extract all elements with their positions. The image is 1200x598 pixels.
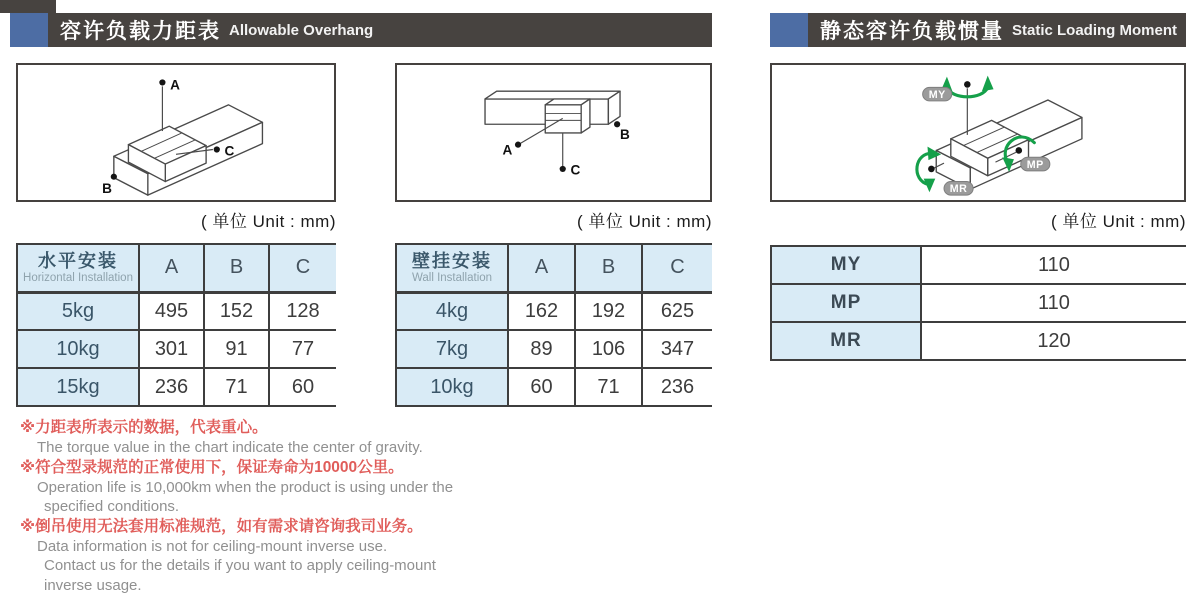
value-cell: 110: [921, 284, 1186, 322]
horizontal-installation-table: [16, 243, 336, 407]
point-b-label: B: [102, 181, 112, 197]
header-zh: 水平安装: [38, 250, 118, 271]
value-cell: 495: [139, 292, 204, 330]
header-en: Horizontal Installation: [23, 271, 133, 284]
note-en: The torque value in the chart indicate the center of gravity.: [37, 439, 423, 456]
diagram-horizontal-installation: [16, 63, 336, 202]
point-a-marker: [159, 79, 165, 85]
row-label: MR: [771, 322, 921, 360]
value-cell: 625: [642, 292, 712, 330]
value-cell: 347: [642, 330, 712, 368]
row-label: 15kg: [17, 368, 139, 406]
value-cell: 128: [269, 292, 336, 330]
point-b-marker: [111, 174, 117, 180]
point-c-label: C: [224, 143, 235, 159]
point-c-marker: [560, 166, 566, 172]
my-arrowhead: [982, 76, 994, 92]
col-header-b: B: [575, 244, 642, 292]
footnotes: [20, 418, 560, 595]
header-title-en: Static Loading Moment: [1012, 21, 1177, 39]
table-row: [17, 292, 336, 330]
table-row: [396, 368, 712, 406]
mr-arrowhead: [924, 179, 936, 193]
value-cell: 236: [139, 368, 204, 406]
table-row: [396, 330, 712, 368]
mr-badge-label: MR: [949, 183, 968, 196]
value-cell: 120: [921, 322, 1186, 360]
value-cell: 110: [921, 246, 1186, 284]
row-label: MY: [771, 246, 921, 284]
table-corner-header: [17, 244, 139, 292]
diagram-loading-moment: [770, 63, 1186, 202]
col-header-c: C: [269, 244, 336, 292]
value-cell: 106: [575, 330, 642, 368]
value-cell: 60: [508, 368, 575, 406]
header-accent-square: [770, 13, 808, 47]
header-title-en: Allowable Overhang: [229, 21, 374, 39]
col-header-a: A: [139, 244, 204, 292]
rail-isometric-diagram: [18, 65, 334, 200]
table-corner-header: [396, 244, 508, 292]
note-en: Contact us for the details if you want to apply ceiling-mount: [44, 557, 436, 574]
note-en: inverse usage.: [44, 576, 142, 594]
moment-diagram: [772, 65, 1184, 200]
value-cell: 162: [508, 292, 575, 330]
point-a-label: A: [502, 142, 513, 158]
table-row: [771, 246, 1186, 284]
value-cell: 71: [575, 368, 642, 406]
point-a-marker: [515, 142, 521, 148]
value-cell: 91: [204, 330, 269, 368]
wall-installation-table: [395, 243, 712, 407]
col-header-c: C: [642, 244, 712, 292]
my-badge-label: MY: [928, 89, 946, 102]
table-row: [396, 292, 712, 330]
row-label: 7kg: [396, 330, 508, 368]
row-label: 4kg: [396, 292, 508, 330]
my-axis-dot: [964, 81, 971, 88]
point-c-marker: [214, 146, 220, 152]
header-zh: 壁挂安装: [412, 250, 492, 271]
unit-label: ( 单位 Unit : mm): [201, 212, 336, 231]
header-en: Wall Installation: [411, 271, 493, 284]
mp-badge-label: MP: [1026, 158, 1044, 171]
value-cell: 236: [642, 368, 712, 406]
note-en: Operation life is 10,000km when the product is using under the: [37, 478, 454, 496]
page-corner-mark: [0, 0, 56, 13]
col-header-a: A: [508, 244, 575, 292]
point-c-label: C: [570, 162, 581, 178]
table-row: [771, 284, 1186, 322]
value-cell: 192: [575, 292, 642, 330]
col-header-b: B: [204, 244, 269, 292]
slider-block: [545, 99, 590, 133]
value-cell: 71: [204, 368, 269, 406]
header-static-loading-moment: [770, 13, 1186, 47]
rail-wall-diagram: [397, 65, 710, 200]
note-zh: ※符合型录规范的正常使用下，保证寿命为10000公里。: [20, 458, 404, 476]
header-accent-square: [10, 13, 48, 47]
diagram-wall-installation: [395, 63, 712, 202]
unit-label: ( 单位 Unit : mm): [1051, 212, 1186, 231]
mr-axis-dot: [928, 166, 935, 173]
value-cell: 60: [269, 368, 336, 406]
table-row: [17, 330, 336, 368]
row-label: 10kg: [17, 330, 139, 368]
point-a-label: A: [170, 77, 180, 93]
loading-moment-table: [770, 245, 1186, 361]
note-zh: ※力距表所表示的数据，代表重心。: [20, 419, 268, 436]
value-cell: 89: [508, 330, 575, 368]
header-title-zh: 容许负载力距表: [60, 20, 221, 43]
row-label: MP: [771, 284, 921, 322]
value-cell: 152: [204, 292, 269, 330]
unit-label: ( 单位 Unit : mm): [577, 212, 712, 231]
row-label: 10kg: [396, 368, 508, 406]
table-row: [17, 368, 336, 406]
header-allowable-overhang: [10, 13, 712, 47]
header-title-zh: 静态容许负载惯量: [820, 20, 1004, 43]
value-cell: 77: [269, 330, 336, 368]
value-cell: 301: [139, 330, 204, 368]
table-row: [771, 322, 1186, 360]
note-en: Data information is not for ceiling-mount inverse use.: [37, 537, 388, 555]
point-b-label: B: [620, 126, 630, 142]
note-zh: ※倒吊使用无法套用标准规范，如有需求请咨询我司业务。: [20, 517, 423, 535]
note-en: specified conditions.: [44, 498, 180, 515]
row-label: 5kg: [17, 292, 139, 330]
mp-axis-dot: [1015, 147, 1022, 154]
